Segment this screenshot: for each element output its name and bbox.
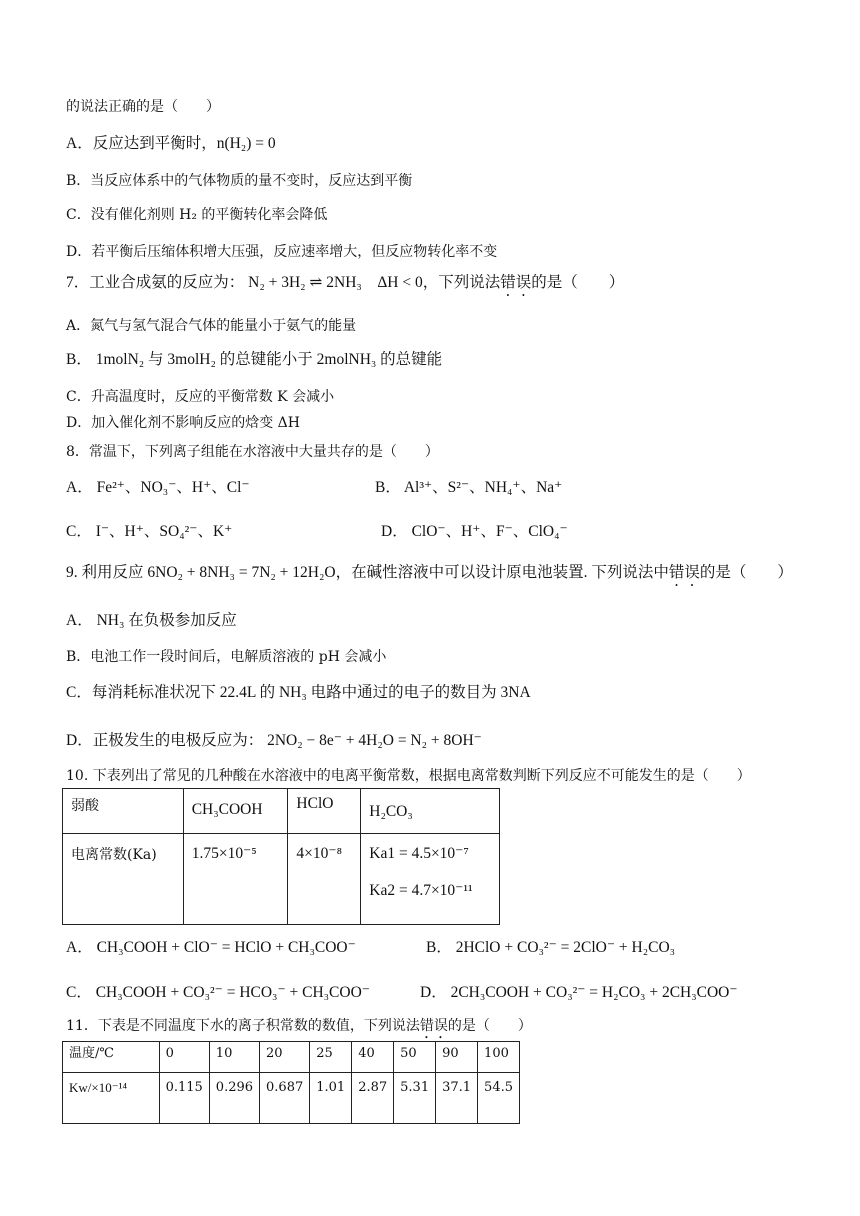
- header-ch3cooh: CH₃COOH: [191, 801, 263, 818]
- q9-option-d: D．正极发生的电极反应为： 2NO₂ − 8e⁻ + 4H₂O = N₂ + 8OH⁻: [66, 732, 482, 749]
- temp-value: 25: [316, 1046, 333, 1061]
- table-cell: [183, 789, 288, 834]
- ka-hclo: 4×10⁻⁸: [296, 845, 342, 862]
- q7-stem: [66, 273, 624, 300]
- kw-value: 0.115: [165, 1080, 203, 1095]
- table-cell: [394, 1073, 436, 1124]
- q6-option-d: D．若平衡后压缩体积增大压强，反应速率增大，但反应物转化率不变: [66, 244, 498, 260]
- q9-option-a: A． NH₃ 在负极参加反应: [66, 612, 237, 629]
- ka-ch3cooh: 1.75×10⁻⁵: [191, 845, 257, 862]
- q10-option-d: D． 2CH₃COOH + CO₃²⁻ = H₂CO₃ + 2CH₃COO⁻: [420, 984, 738, 1001]
- q10-option-b: B． 2HClO + CO₃²⁻ = 2ClO⁻ + H₂CO₃: [426, 939, 676, 956]
- q7-stem-end: 的是（ ）: [531, 274, 625, 291]
- q7-option-b: B． 1molN₂ 与 3molH₂ 的总键能小于 2molNH₃ 的总键能: [66, 351, 443, 368]
- table-cell: [288, 834, 361, 925]
- q10-stem: 10. 下表列出了常见的几种酸在水溶液中的电离平衡常数，根据电离常数判断下列反应不可能发生的是（ ）: [66, 768, 751, 784]
- q6-stem: 的说法正确的是（ ）: [66, 99, 220, 115]
- temp-value: 90: [442, 1046, 459, 1061]
- q11-stem-end: 的是（ ）: [447, 1018, 532, 1034]
- kw-value: 1.01: [316, 1080, 346, 1095]
- temp-value: 0: [165, 1046, 174, 1061]
- q7-option-a: A．氮气与氢气混合气体的能量小于氨气的能量: [66, 318, 357, 334]
- q6-option-c: C．没有催化剂则 H₂ 的平衡转化率会降低: [66, 207, 328, 223]
- table-row: [63, 1042, 520, 1073]
- temp-value: 50: [400, 1046, 417, 1061]
- q9-stem-end: 的是（ ）: [699, 564, 793, 581]
- kw-value: 2.87: [358, 1080, 388, 1095]
- kw-value: 37.1: [442, 1080, 472, 1095]
- q8-stem: 8．常温下，下列离子组能在水溶液中大量共存的是（ ）: [66, 444, 439, 460]
- table-cell: [159, 1073, 209, 1124]
- q6-option-a: A．反应达到平衡时，n(H₂) = 0: [66, 135, 276, 152]
- row-label-temperature: 温度/℃: [69, 1046, 114, 1061]
- row-label-kw: Kw/×10⁻¹⁴: [69, 1080, 128, 1095]
- table-row: [63, 1073, 520, 1124]
- q6-option-b: B．当反应体系中的气体物质的量不变时，反应达到平衡: [66, 173, 413, 189]
- table-cell: [478, 1042, 520, 1073]
- kw-value: 5.31: [400, 1080, 430, 1095]
- ka1-h2co3: Ka1 = 4.5×10⁻⁷: [369, 845, 469, 862]
- table-cell: [361, 789, 500, 834]
- temp-value: 10: [215, 1046, 233, 1061]
- q8-option-c: C． I⁻、H⁺、SO₄²⁻、K⁺: [66, 523, 233, 540]
- table-cell: [183, 834, 288, 925]
- temp-value: 100: [484, 1046, 509, 1061]
- q9-stem-text: 9. 利用反应 6NO₂ + 8NH₃ = 7N₂ + 12H₂O，在碱性溶液中可以设计原电池装置. 下列说法中: [66, 564, 669, 581]
- table-cell: [310, 1073, 352, 1124]
- q10-option-a: A． CH₃COOH + ClO⁻ = HClO + CH₃COO⁻: [66, 939, 356, 956]
- table-cell: [352, 1042, 394, 1073]
- q7-option-c: C．升高温度时，反应的平衡常数 K 会减小: [66, 389, 335, 405]
- header-hclo: HClO: [296, 795, 334, 812]
- q11-stem-text: 11．下表是不同温度下水的离子积常数的数值，下列说法: [66, 1018, 420, 1034]
- q7-stem-text: 7．工业合成氨的反应为： N₂ + 3H₂ ⇌ 2NH₃ ΔH < 0，下列说法: [66, 274, 501, 291]
- table-cell: [63, 789, 184, 834]
- table-cell: [352, 1073, 394, 1124]
- q9-stem: [66, 563, 793, 590]
- q7-emphasis: 错误: [500, 274, 532, 291]
- ka2-h2co3: Ka2 = 4.7×10⁻¹¹: [369, 882, 473, 899]
- table-cell: [63, 834, 184, 925]
- kw-table: [62, 1041, 520, 1124]
- table-cell: [260, 1073, 310, 1124]
- q8-option-a: A． Fe²⁺、NO₃⁻、H⁺、Cl⁻: [66, 479, 250, 496]
- table-cell: [288, 789, 361, 834]
- row-label-ka: 电离常数(Ka): [71, 847, 157, 863]
- q9-option-b: B．电池工作一段时间后，电解质溶液的 pH 会减小: [66, 649, 387, 665]
- q9-emphasis: 错误: [668, 564, 700, 581]
- kw-value: 54.5: [484, 1080, 513, 1095]
- table-cell: [478, 1073, 520, 1124]
- table-cell: [310, 1042, 352, 1073]
- table-cell: [209, 1073, 259, 1124]
- q8-option-d: D． ClO⁻、H⁺、F⁻、ClO₄⁻: [381, 523, 568, 540]
- q11-stem: [66, 1016, 532, 1042]
- temp-value: 40: [358, 1046, 375, 1061]
- table-row: [63, 789, 500, 834]
- q7-option-d: D．加入催化剂不影响反应的焓变 ΔH: [66, 415, 300, 431]
- table-row: [63, 834, 500, 925]
- table-cell: [159, 1042, 209, 1073]
- table-cell: [260, 1042, 310, 1073]
- q9-option-c: C．每消耗标准状况下 22.4L 的 NH₃ 电路中通过的电子的数目为 3NA: [66, 684, 531, 701]
- q10-option-c: C． CH₃COOH + CO₃²⁻ = HCO₃⁻ + CH₃COO⁻: [66, 984, 370, 1001]
- table-cell: [209, 1042, 259, 1073]
- table-cell: [63, 1042, 160, 1073]
- header-weak-acid: 弱酸: [71, 798, 99, 814]
- table-cell: [436, 1073, 478, 1124]
- header-h2co3: H₂CO₃: [369, 803, 413, 820]
- kw-value: 0.687: [266, 1080, 304, 1095]
- temp-value: 20: [266, 1046, 283, 1061]
- table-cell: [436, 1042, 478, 1073]
- q8-option-b: B． Al³⁺、S²⁻、NH₄⁺、Na⁺: [375, 479, 563, 496]
- table-cell: [394, 1042, 436, 1073]
- table-cell: [63, 1073, 160, 1124]
- q11-emphasis: 错误: [419, 1018, 448, 1034]
- kw-value: 0.296: [215, 1080, 254, 1095]
- acid-constant-table: [62, 788, 500, 925]
- table-cell: [361, 834, 500, 925]
